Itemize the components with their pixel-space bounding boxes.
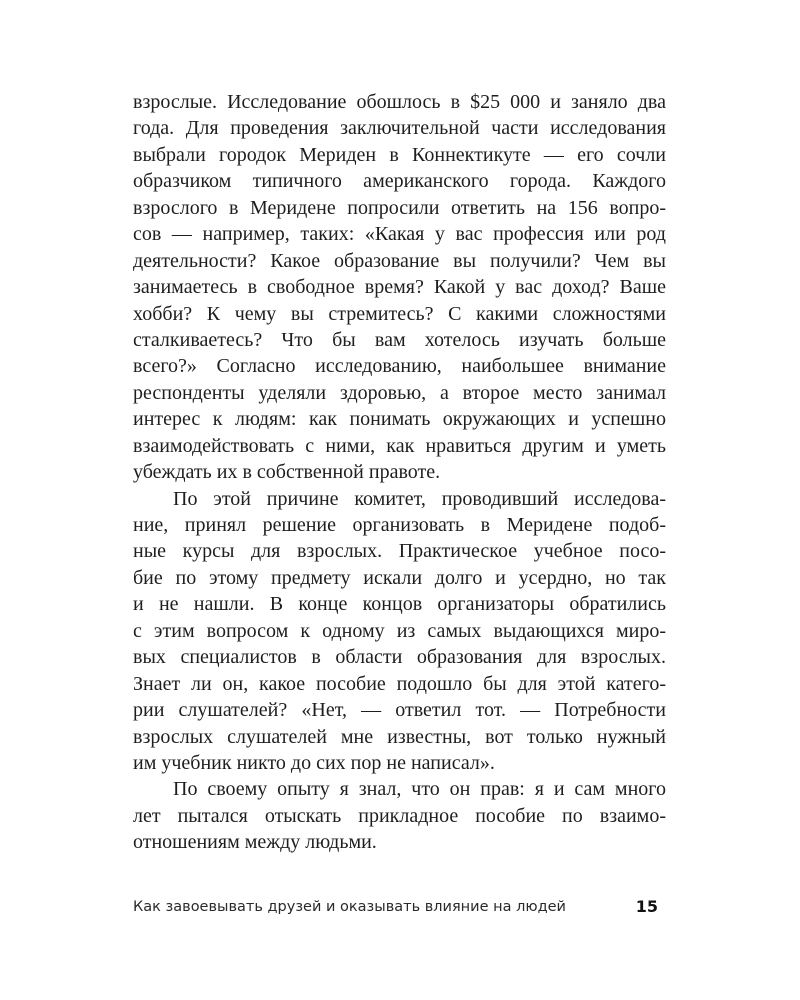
text-line: выбрали городок Мериден в Коннектикуте — его сочли — [133, 143, 666, 166]
text-line: взрослые. Исследование обошлось в $25 000 и заняло два — [133, 91, 666, 113]
text-line: ние, принял решение организовать в Меридене подоб- — [133, 514, 666, 536]
text-line: хобби? К чему вы стремитесь? С какими сложностями — [133, 302, 666, 325]
text-line: интерес к людям: как понимать окружающих и успешно — [133, 408, 666, 431]
text-line: лет пытался отыскать прикладное пособие по взаимо- — [133, 804, 666, 827]
text-line: сталкиваетесь? Что бы вам хотелось изучать больше — [133, 328, 666, 351]
text-line: отношениям между людьми. — [133, 831, 377, 854]
text-line: вых специалистов в области образования для взрослых. — [133, 646, 666, 669]
text-line: образчиком типичного американского города. Каждого — [133, 170, 666, 193]
text-line: всего?» Согласно исследованию, наибольшее внимание — [133, 355, 666, 378]
text-line: взрослого в Меридене попросили ответить на 156 вопро- — [133, 196, 666, 219]
text-line: Знает ли он, какое пособие подошло бы для этой катего- — [133, 672, 666, 695]
text-line: убеждать их в собственной правоте. — [133, 461, 441, 484]
text-line: им учебник никто до сих пор не написал». — [133, 751, 495, 774]
text-line: занимаетесь в свободное время? Какой у вас доход? Ваше — [133, 276, 666, 299]
text-line: респонденты уделяли здоровью, а второе место занимал — [133, 381, 666, 404]
text-line: взаимодействовать с ними, как нравиться другим и уметь — [133, 434, 666, 457]
page-number: 15 — [635, 897, 658, 916]
running-title: Как завоевывать друзей и оказывать влияние на людей — [133, 898, 566, 915]
text-line: рии слушателей? «Нет, — ответил тот. — Потребности — [133, 699, 666, 722]
text-line: бие по этому предмету искали долго и усердно, но так — [133, 566, 666, 589]
text-line: с этим вопросом к одному из самых выдающихся миро- — [133, 619, 666, 642]
text-line: года. Для проведения заключительной части исследования — [133, 117, 666, 140]
text-line: По своему опыту я знал, что он прав: я и сам много — [173, 778, 666, 801]
text-line: взрослых слушателей мне известны, вот только нужный — [133, 725, 666, 748]
text-line: и не нашли. В конце концов организаторы обратились — [133, 593, 666, 616]
text-line: По этой причине комитет, проводивший исследова- — [173, 487, 666, 510]
text-line: ные курсы для взрослых. Практическое учебное посо- — [133, 540, 666, 563]
page-footer — [133, 897, 658, 916]
page-body-text — [133, 89, 666, 856]
text-line: сов — например, таких: «Какая у вас профессия или род — [133, 223, 666, 246]
text-line: деятельности? Какое образование вы получили? Чем вы — [133, 249, 666, 272]
